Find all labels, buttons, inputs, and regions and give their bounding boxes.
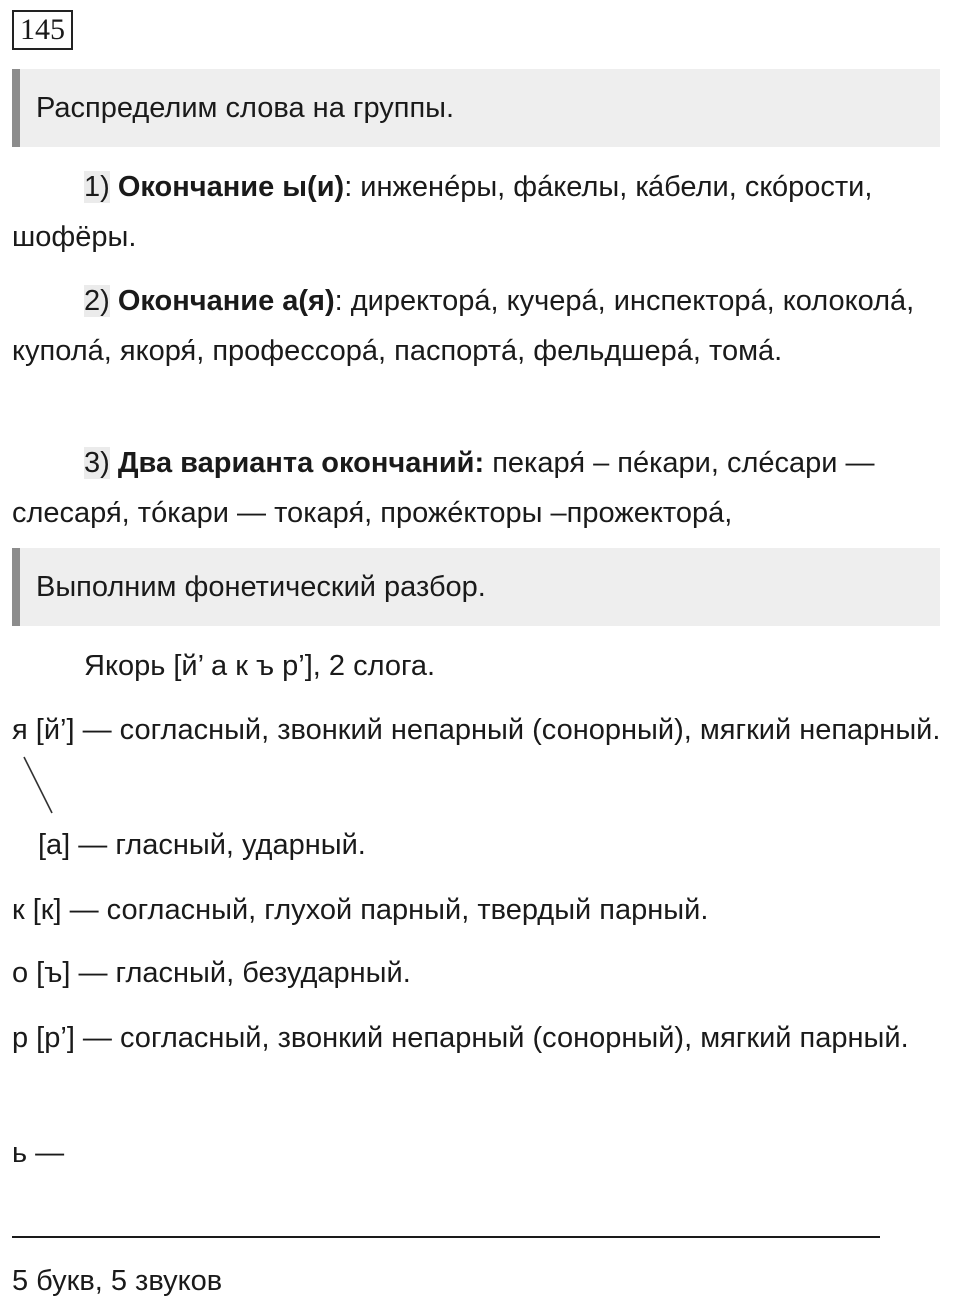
sound-ya: я [й’] — согласный, звонкий непарный (сонорный), мягкий непарный. bbox=[12, 714, 941, 746]
group-3-number: 3) bbox=[84, 447, 110, 479]
task-number: 145 bbox=[12, 10, 73, 50]
group-2-number: 2) bbox=[84, 285, 110, 317]
sound-k: к [к] — согласный, глухой парный, твердый парный. bbox=[12, 894, 709, 926]
group-3 bbox=[12, 438, 952, 538]
group-1-sep: : bbox=[344, 171, 353, 203]
soft-sign: ь — bbox=[12, 1137, 65, 1169]
group-2-sep: : bbox=[334, 285, 343, 317]
group-3-title: Два варианта окончаний: bbox=[117, 447, 485, 479]
group-1-title: Окончание ы(и) bbox=[117, 171, 345, 203]
group-2-words: директорá, кучерá, инспекторá, колоколá, куполá, якоря́, профессорá, паспортá, фельдшерá, томá. bbox=[12, 285, 915, 367]
group-2 bbox=[12, 276, 952, 376]
group-1-number: 1) bbox=[84, 171, 110, 203]
summary-divider bbox=[12, 1236, 880, 1238]
group-1 bbox=[12, 162, 952, 262]
section-banner-groups: Распределим слова на группы. bbox=[12, 69, 940, 147]
group-2-title: Окончание а(я) bbox=[117, 285, 335, 317]
group-1-words: инженéры, фáкелы, кáбели, скóрости, шофёры. bbox=[12, 171, 873, 253]
summary-count: 5 букв, 5 звуков bbox=[12, 1265, 223, 1297]
word-transcription: Якорь [й’ а к ъ р’], 2 слога. bbox=[84, 650, 436, 682]
sound-o: о [ъ] — гласный, безударный. bbox=[12, 957, 411, 989]
sound-r: р [р’] — согласный, звонкий непарный (сонорный), мягкий парный. bbox=[12, 1022, 909, 1054]
group-3-words: пекаря́ – пéкари, слéсари — слесаря́, тóкари — токаря́, прожéкторы –прожекторá, bbox=[12, 447, 875, 529]
letter-link-line bbox=[20, 755, 60, 817]
section-banner-phonetic: Выполним фонетический разбор. bbox=[12, 548, 940, 626]
sound-a: [а] — гласный, ударный. bbox=[38, 829, 366, 861]
